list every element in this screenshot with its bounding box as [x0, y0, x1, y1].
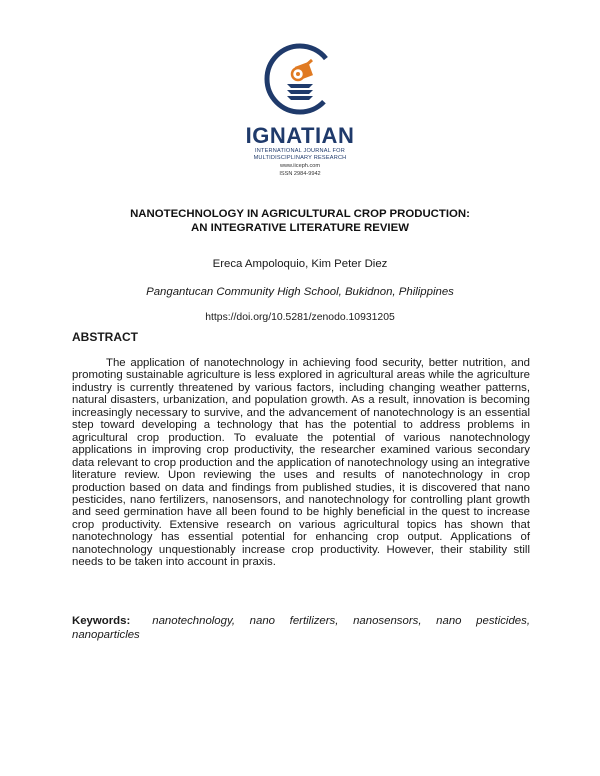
keywords	[72, 614, 530, 642]
journal-subtitle-1: INTERNATIONAL JOURNAL FOR	[255, 148, 345, 154]
ignatian-emblem-icon	[257, 38, 343, 120]
journal-logo	[0, 38, 600, 178]
abstract-text: The application of nanotechnology in achieving food security, better nutrition, and promoting sustainable agriculture is less explored in agricultural areas while the agriculture industry is currently threatened by various factors, including changing weather patterns, natural disasters, urbanization, and population growth. As a result, innovation is becoming increasingly necessary to survive, and the advancement of nanotechnology is an essential step toward developing a technology that has the potential to address problems in agricultural crop production. To evaluate the potential of various nanotechnology applications in improving crop productivity, the researcher examined various secondary data relevant to crop production and the application of nanotechnology using an integrative literature review. Upon reviewing the uses and results of nanotechnology in crop production based on data and findings from published studies, it is discovered that nano pesticides, nano fertilizers, nanosensors, and nanotechnology for controlling plant growth and seed germination have all been found to be highly beneficial in the quest to increase crop productivity. Extensive research on various agricultural topics has shown that nanotechnology has essential potential for enhancing crop output. Applications of nanotechnology unquestionably increase crop productivity. However, their stability still needs to be taken into account in praxis.	[72, 357, 530, 569]
journal-subtitle-2: MULTIDISCIPLINARY RESEARCH	[253, 154, 347, 161]
authors: Ereca Ampoloquio, Kim Peter Diez	[212, 258, 388, 270]
doi-link[interactable]: https://doi.org/10.5281/zenodo.10931205	[205, 312, 395, 323]
title-line-1: NANOTECHNOLOGY IN AGRICULTURAL CROP PRODUCTION:	[130, 208, 470, 220]
keywords-label: Keywords:	[72, 615, 131, 627]
abstract-heading: ABSTRACT	[72, 330, 138, 344]
affiliation: Pangantucan Community High School, Bukidnon, Philippines	[146, 286, 454, 298]
journal-issn: ISSN 2984-9942	[279, 170, 321, 177]
journal-website[interactable]: www.iiceph.com	[279, 163, 321, 170]
keywords-list: nanotechnology, nano fertilizers, nanosensors, nano pesticides, nanoparticles	[72, 615, 530, 641]
paper-title	[0, 207, 600, 235]
journal-brand: IGNATIAN	[245, 123, 355, 148]
title-line-2: AN INTEGRATIVE LITERATURE REVIEW	[191, 222, 409, 234]
